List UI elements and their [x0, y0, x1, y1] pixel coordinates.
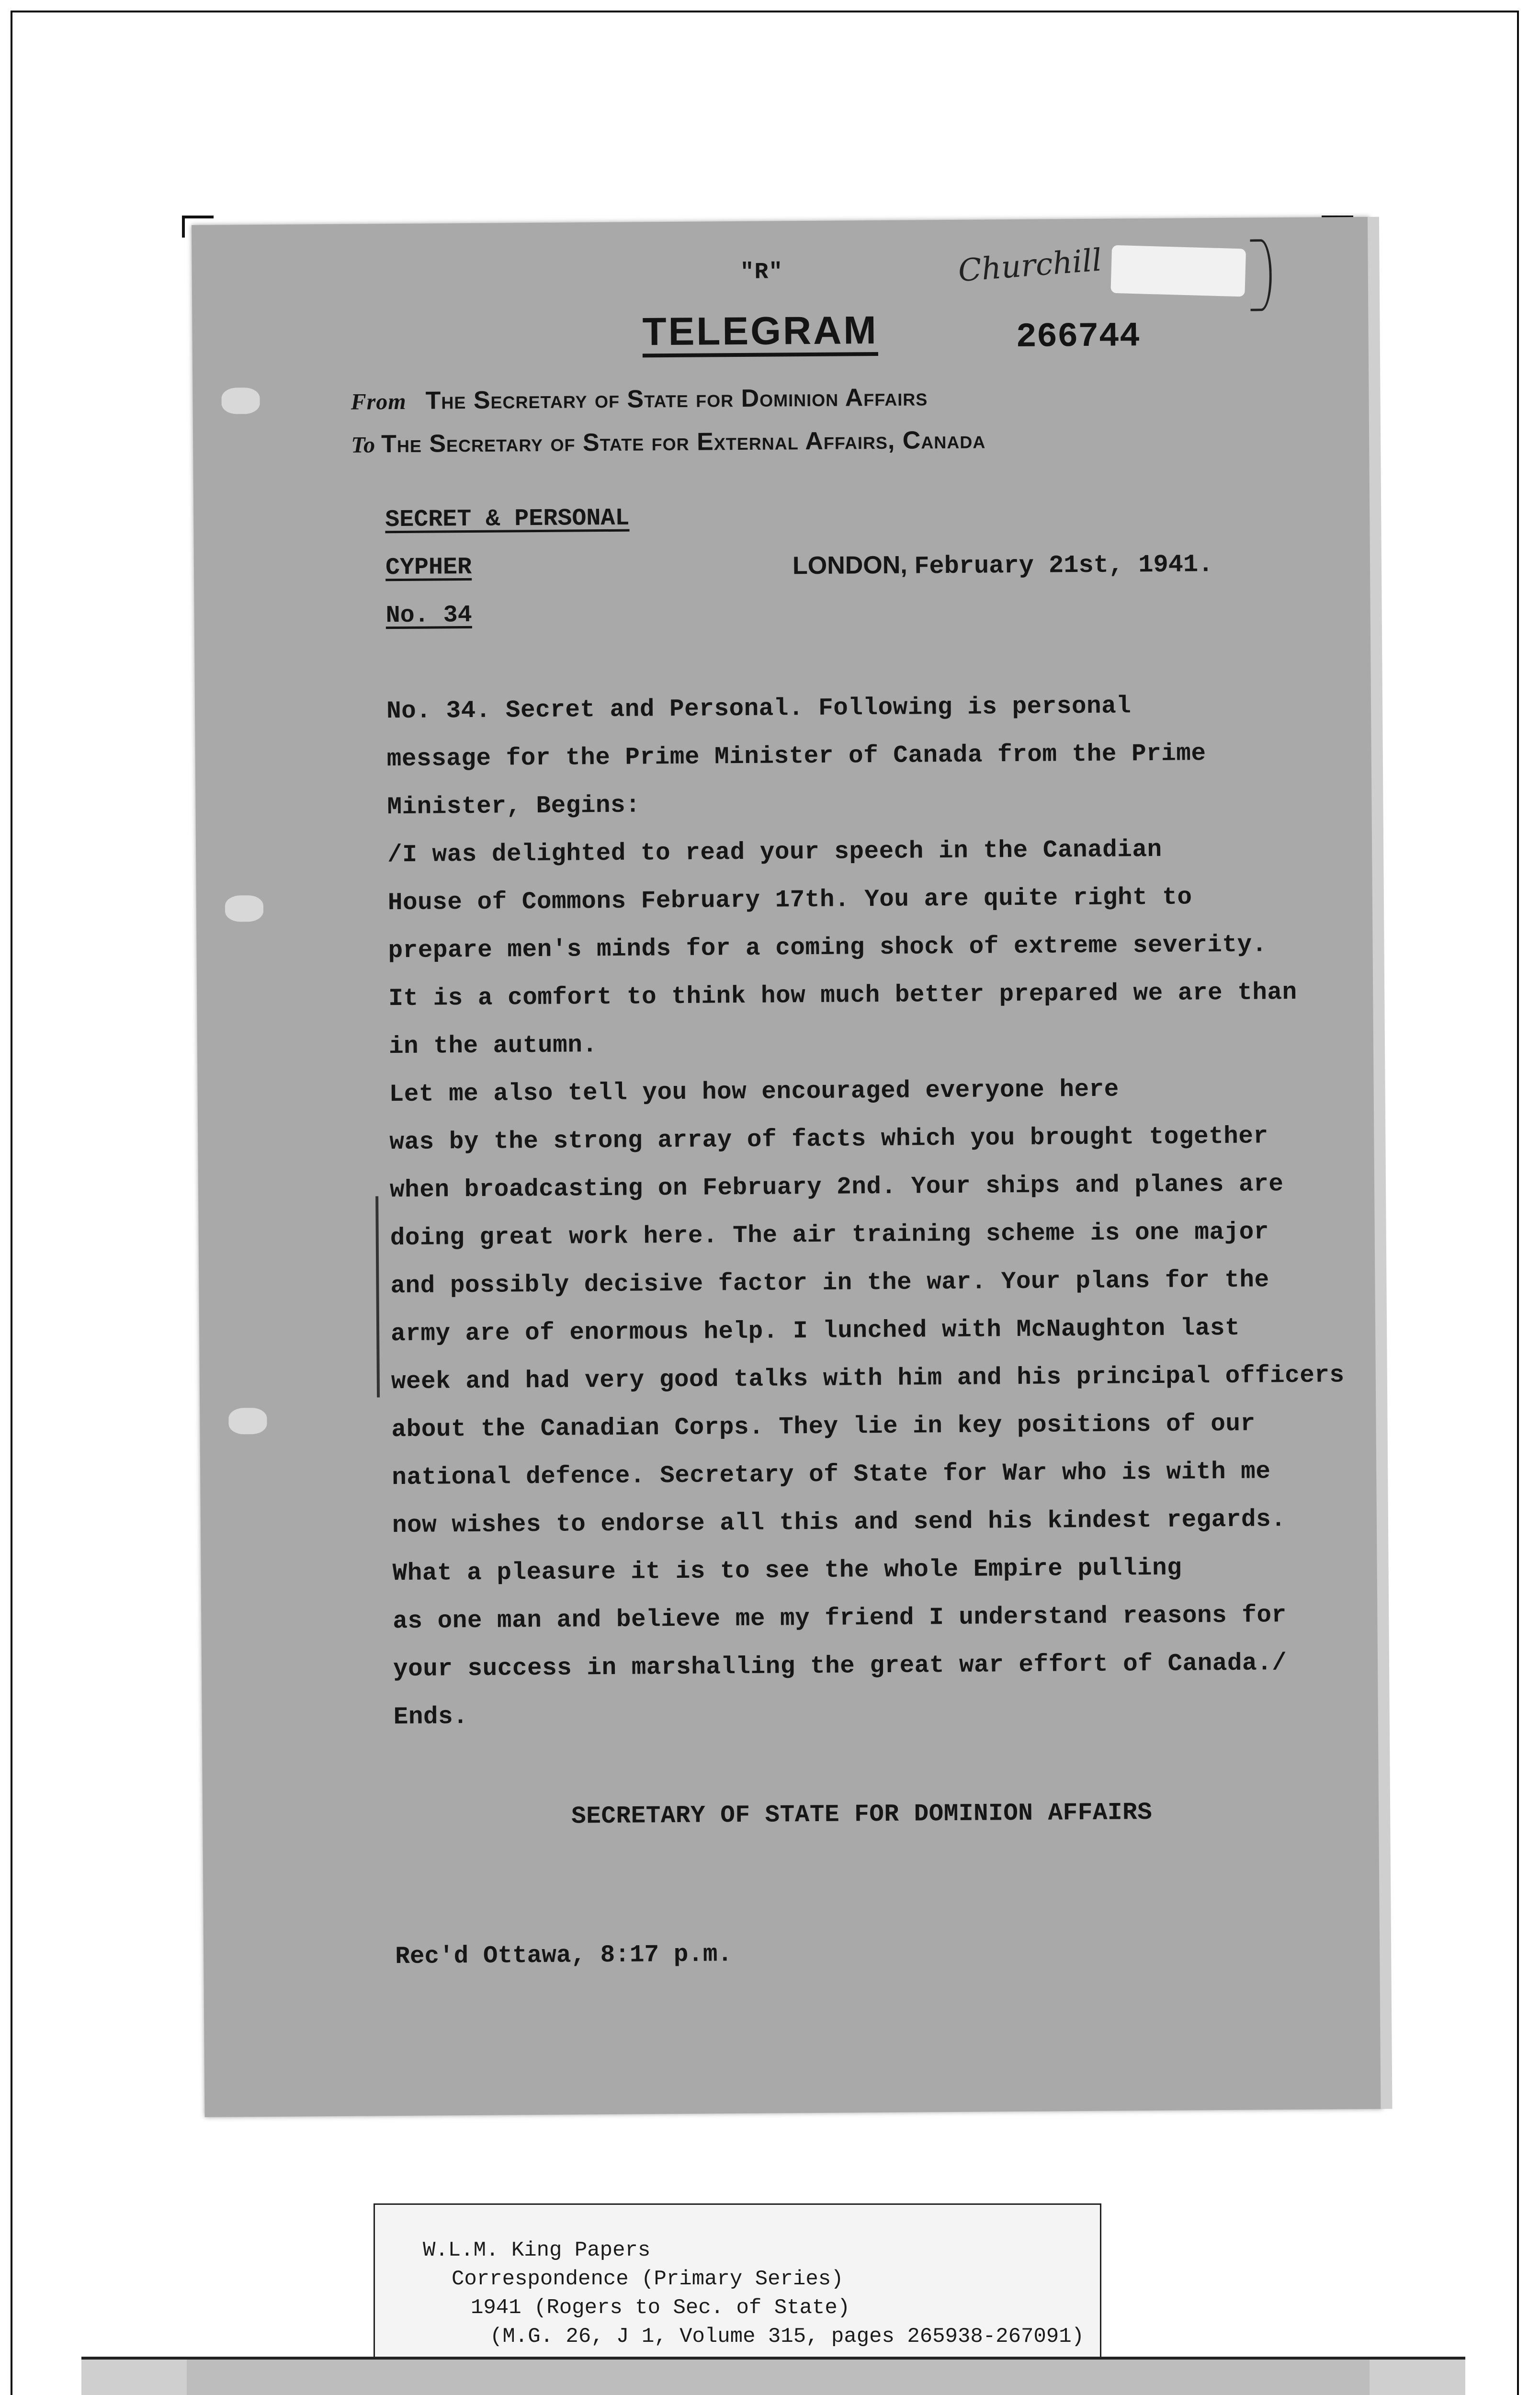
body-line: Ends. [393, 1703, 468, 1732]
to-label: To [351, 432, 376, 458]
archive-label-card [374, 2203, 1101, 2366]
body-line: It is a comfort to think how much better prepared we are than [388, 979, 1297, 1013]
body-line: message for the Prime Minister of Canada from the Prime [386, 740, 1206, 774]
body-line: prepare men's minds for a coming shock of extreme severity. [388, 931, 1267, 965]
body-line: now wishes to endorse all this and send his kindest regards. [392, 1506, 1286, 1540]
received-note: Rec'd Ottawa, 8:17 p.m. [395, 1941, 733, 1971]
body-line: in the autumn. [388, 1032, 598, 1061]
body-line: national defence. Secretary of State for War who is with me [392, 1458, 1271, 1492]
label-line: Correspondence (Primary Series) [452, 2267, 844, 2291]
body-line: doing great work here. The air training scheme is one major [390, 1219, 1269, 1253]
punch-hole [228, 1408, 267, 1435]
body-line: and possibly decisive factor in the war. Your plans for the [390, 1266, 1269, 1300]
message-number: No. 34 [385, 601, 472, 630]
punch-hole [225, 895, 263, 922]
body-line: Minister, Begins: [387, 792, 641, 821]
body-line: your success in marshalling the great war effort of Canada./ [393, 1650, 1287, 1684]
stamp-edge [81, 2360, 187, 2395]
telegram-sheet [192, 217, 1383, 2117]
routing-mark: "R" [740, 259, 783, 286]
tape-patch [1110, 245, 1246, 297]
stamp-edge [1370, 2360, 1465, 2395]
punch-hole [221, 388, 260, 414]
classification: SECRET & PERSONAL [385, 504, 630, 534]
label-line: (M.G. 26, J 1, Volume 315, pages 265938-267091) [490, 2325, 1085, 2349]
body-line: as one man and believe me my friend I understand reasons for [393, 1602, 1287, 1636]
label-line: 1941 (Rogers to Sec. of State) [471, 2296, 850, 2320]
date: February 21st, 1941. [914, 550, 1213, 581]
from-value: The Secretary of State for Dominion Affairs [425, 383, 928, 415]
archive-stamp-panel [81, 2357, 1465, 2395]
place: LONDON, [792, 551, 907, 580]
from-label: From [351, 388, 407, 415]
body-line: week and had very good talks with him and his principal officers [391, 1362, 1345, 1396]
place-date [793, 548, 1213, 582]
from-line [351, 383, 928, 415]
body-line: when broadcasting on February 2nd. Your ships and planes are [389, 1171, 1284, 1205]
body-line: Let me also tell you how encouraged everyone here [389, 1076, 1120, 1109]
margin-mark [375, 1196, 380, 1397]
body-line: No. 34. Secret and Personal. Following is personal [386, 693, 1132, 726]
body-line: was by the strong array of facts which you brought together [389, 1123, 1268, 1157]
handwritten-note: Churchill [957, 242, 1103, 289]
document-title: TELEGRAM [642, 309, 878, 358]
transmission-mode: CYPHER [385, 553, 472, 582]
body-line: about the Canadian Corps. They lie in key positions of our [391, 1410, 1256, 1444]
body-line: /I was delighted to read your speech in the Canadian [387, 836, 1162, 869]
label-line: W.L.M. King Papers [423, 2238, 651, 2262]
to-line [351, 425, 986, 458]
signature: SECRETARY OF STATE FOR DOMINION AFFAIRS [571, 1799, 1153, 1831]
body-line: army are of enormous help. I lunched with McNaughton last [390, 1314, 1240, 1348]
to-value: The Secretary of State for External Affairs, Canada [381, 426, 986, 458]
bracket-mark [1250, 239, 1272, 311]
body-line: What a pleasure it is to see the whole Empire pulling [392, 1554, 1182, 1588]
serial-number: 266744 [1016, 317, 1141, 357]
body-line: House of Commons February 17th. You are quite right to [387, 884, 1192, 917]
